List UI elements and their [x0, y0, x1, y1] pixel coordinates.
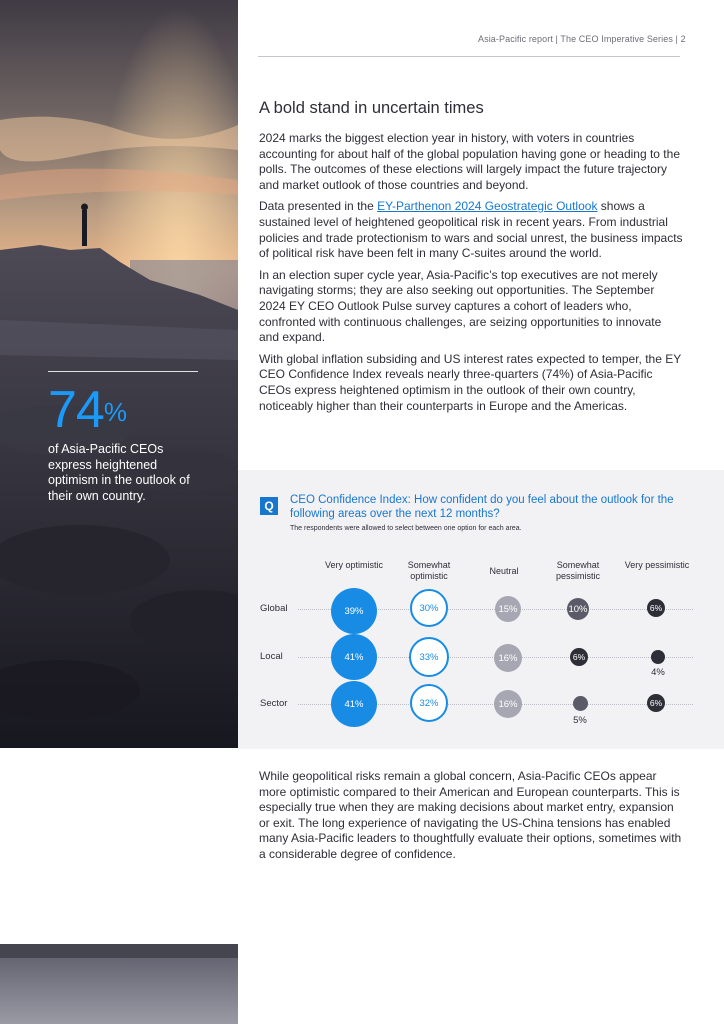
bubble-somewhat-pessimistic	[573, 696, 588, 711]
bubble-very-optimistic: 41%	[331, 681, 377, 727]
bubble-very-optimistic: 39%	[331, 588, 377, 634]
stat-divider	[48, 371, 198, 372]
column-header: Somewhat pessimistic	[555, 560, 600, 581]
header-divider	[258, 56, 680, 57]
column-header: Neutral	[489, 566, 519, 576]
paragraph-1: 2024 marks the biggest election year in history, with voters in countries accounting for about half of the global population having gone or heading to the polls. The outcomes of these elections will largely impact the future trajectory and market outlook of those countries and beyond.	[259, 131, 680, 192]
bubble-neutral: 15%	[495, 596, 521, 622]
column-header: Very pessimistic	[624, 560, 690, 570]
stat-caption: of Asia-Pacific CEOs express heightened optimism in the outlook of their own country.	[48, 442, 190, 503]
bubble-very-pessimistic	[651, 650, 665, 664]
column-header: Somewhat optimistic	[407, 560, 451, 581]
page-header: Asia-Pacific report | The CEO Imperative Series | 2	[478, 34, 686, 44]
geostrategic-outlook-link[interactable]: EY-Parthenon 2024 Geostrategic Outlook	[377, 199, 598, 214]
bubble-somewhat-optimistic: 33%	[409, 637, 449, 677]
bubble-somewhat-pessimistic: 6%	[570, 648, 588, 666]
bubble-neutral: 16%	[494, 690, 522, 718]
closing-text	[259, 769, 683, 869]
question-badge: Q	[260, 497, 278, 515]
value-label: 5%	[573, 715, 587, 726]
bubble-somewhat-optimistic: 30%	[410, 589, 448, 627]
bubble-neutral: 16%	[494, 644, 522, 672]
row-label: Sector	[260, 698, 288, 709]
page-title: A bold stand in uncertain times	[259, 99, 484, 117]
survey-panel	[238, 470, 724, 749]
paragraph-2: Data presented in the EY-Parthenon 2024 Geostrategic Outlook shows a sustained level of heightened geopolitical risk in recent years. From industrial policies and trade protectionism to wars and social unrest, the business impacts of political risk have been felt in many C-suites around the world.	[259, 199, 683, 261]
value-label: 4%	[651, 667, 665, 678]
bubble-somewhat-pessimistic: 10%	[567, 598, 589, 620]
bubble-very-pessimistic: 6%	[647, 599, 665, 617]
intro-text	[259, 131, 683, 420]
paragraph-3: In an election super cycle year, Asia-Pacific’s top executives are not merely navigating storms; they are also seeking out opportunities. The September 2024 EY CEO Outlook Pulse survey captures a cohort of leaders who, confronted with continuous challenges, are seizing opportunities to innovate and expand.	[259, 267, 662, 345]
row-label: Global	[260, 603, 288, 614]
bubble-very-pessimistic: 6%	[647, 694, 665, 712]
bubble-very-optimistic: 41%	[331, 634, 377, 680]
survey-question: CEO Confidence Index: How confident do you feel about the outlook for the following areas over the next 12 months?	[290, 494, 674, 520]
column-header: Very optimistic	[324, 560, 384, 570]
paragraph-5: While geopolitical risks remain a global concern, Asia-Pacific CEOs appear more optimistic compared to their American and European counterparts. This is especially true when they are making decisions about market entry, expansion or exit. The long experience of navigating the US-China tensions has enabled many Asia-Pacific leaders to thoughtfully evaluate their options, sometimes with a considerable degree of confidence.	[259, 769, 682, 861]
row-label: Local	[260, 651, 283, 662]
cover-photo	[0, 0, 238, 748]
bubble-somewhat-optimistic: 32%	[410, 684, 448, 722]
paragraph-4: With global inflation subsiding and US interest rates expected to temper, the EY CEO Confidence Index reveals nearly three-quarters (74%) of Asia-Pacific CEOs express heightened optimism in the outlook of their own country, noticeably higher than their counterparts in Europe and the Americas.	[259, 351, 682, 413]
stat-value: 74%	[48, 381, 126, 439]
survey-note: The respondents were allowed to select between one option for each area.	[290, 525, 522, 532]
footer-photo	[0, 944, 238, 1024]
